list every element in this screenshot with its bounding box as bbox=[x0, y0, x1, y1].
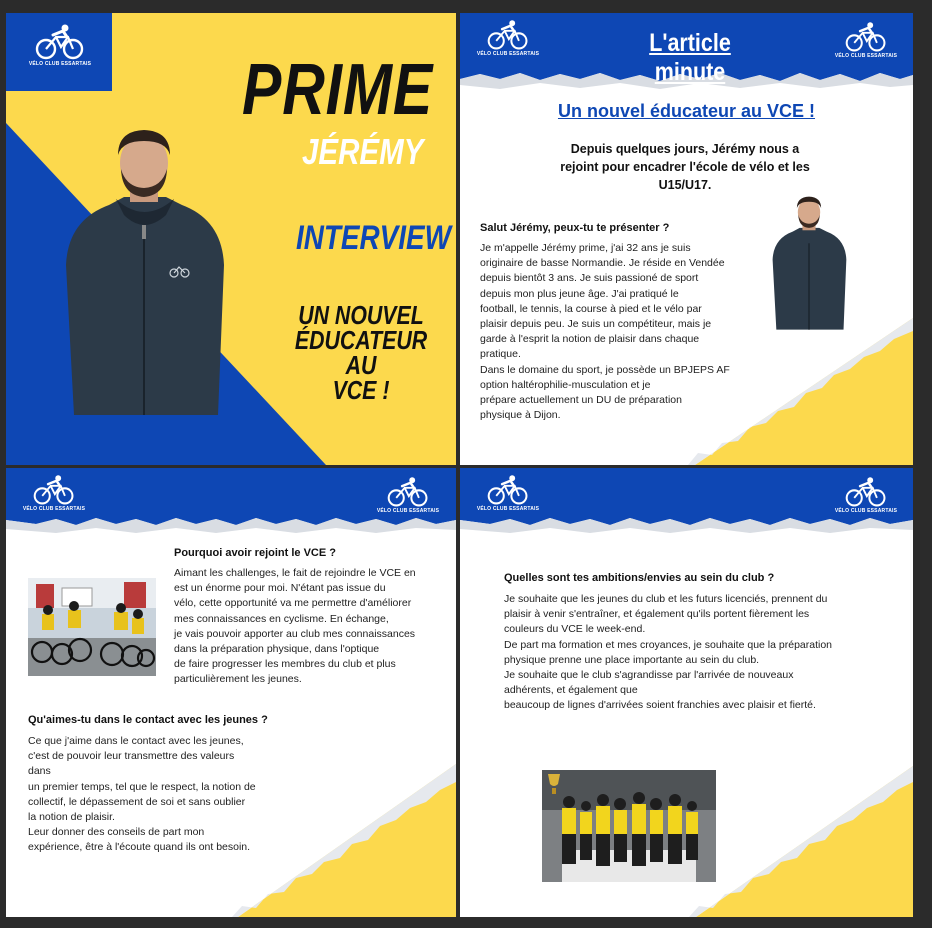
question-why-join: Pourquoi avoir rejoint le VCE ? bbox=[174, 547, 336, 559]
club-logo-text: VÉLO CLUB ESSARTAIS bbox=[22, 506, 86, 512]
club-logo bbox=[20, 23, 100, 67]
question-ambitions: Quelles sont tes ambitions/envies au sein du club ? bbox=[504, 572, 775, 584]
cyclist-icon bbox=[35, 23, 85, 61]
article-intro-line2: rejoint pour encadrer l'école de vélo et les bbox=[560, 160, 810, 174]
cyclist-icon bbox=[845, 21, 887, 53]
interview-page-2 bbox=[6, 468, 456, 917]
club-logo-left bbox=[474, 474, 542, 512]
coach-portrait bbox=[54, 125, 234, 415]
answer-why-join: Aimant les challenges, le fait de rejoindre le VCE en est un énorme pour moi. N'étant pas issue du vélo, cette opportunité va me permettre d'améliorer mes connaissances en cyclisme. En échange, je vais pouvoir apporter au club mes connaissances dans la préparation physique, dans l'optique de faire progresser les membres du club et plus particulièrement les jeunes. bbox=[174, 567, 416, 686]
article-banner-title: L'article minute bbox=[649, 29, 731, 86]
club-logo-text: VÉLO CLUB ESSARTAIS bbox=[834, 508, 898, 514]
club-logo-text: VÉLO CLUB ESSARTAIS bbox=[476, 51, 540, 57]
article-page bbox=[460, 13, 913, 465]
cyclists-race-photo bbox=[28, 578, 156, 676]
club-logo-left bbox=[474, 19, 542, 57]
club-logo-text: VÉLO CLUB ESSARTAIS bbox=[28, 61, 92, 67]
cyclist-icon bbox=[845, 476, 887, 508]
club-logo-text: VÉLO CLUB ESSARTAIS bbox=[476, 506, 540, 512]
article-answer: Je m'appelle Jérémy prime, j'ai 32 ans je suis originaire de basse Normandie. Je réside en Vendée depuis bientôt 3 ans. Je suis passioné de sport depuis mon plus jeune âge. J'ai pratiqué le football, le tennis, la course à pied et le vélo par plaisir depuis peu. Je suis un compétiteur, mais je garde à l'esprit la notion de plaisir dans chaque pratique. Dans le domaine du sport, je possède un BPJEPS AF option haltérophilie-musculation et je prépare actuellement un DU de préparation physique à Dijon. bbox=[480, 242, 730, 422]
cyclist-icon bbox=[487, 19, 529, 51]
cover-headline bbox=[276, 300, 446, 405]
club-logo-right bbox=[374, 476, 442, 514]
youth-team-podium-photo bbox=[542, 770, 716, 882]
question-contact-youth: Qu'aimes-tu dans le contact avec les jeunes ? bbox=[28, 714, 268, 726]
answer-contact-youth: Ce que j'aime dans le contact avec les jeunes, c'est de pouvoir leur transmettre des valeurs dans un premier temps, tel que le respect, la notion de collectif, le dépassement de soi et sans oublier la notion de plaisir. Leur donner des conseils de part mon expérience, être à l'écoute quand ils ont besoin. bbox=[28, 735, 256, 854]
club-logo-right bbox=[832, 21, 900, 59]
club-logo-text: VÉLO CLUB ESSARTAIS bbox=[834, 53, 898, 59]
cyclist-icon bbox=[33, 474, 75, 506]
cover-headline-line2: ÉDUCATEUR AU bbox=[294, 325, 428, 380]
cover-interview-label: INTERVIEW bbox=[296, 219, 451, 257]
answer-ambitions: Je souhaite que les jeunes du club et les futurs licenciés, prennent du plaisir à venir s'entraîner, et également qu'ils portent fièrement les couleurs du VCE le week-end. De part ma formation et mes croyances, je souhaite que la préparation physique prenne une place importante au sein du club. Je souhaite que le club s'agrandisse par l'arrivée de nouveaux adhérents, et également que beaucoup de lignes d'arrivées soient franchies avec plaisir et fierté. bbox=[504, 593, 833, 712]
club-logo-right bbox=[832, 476, 900, 514]
article-intro-line1: Depuis quelques jours, Jérémy nous a bbox=[570, 142, 800, 156]
cover-page bbox=[6, 13, 456, 465]
interview-page-3 bbox=[460, 468, 913, 917]
cover-name-prime: PRIME bbox=[242, 50, 434, 130]
coach-photo bbox=[767, 191, 851, 333]
cyclist-icon bbox=[387, 476, 429, 508]
article-intro-line3: U15/U17. bbox=[658, 178, 712, 192]
cyclist-icon bbox=[487, 474, 529, 506]
cover-headline-line1: UN NOUVEL bbox=[298, 300, 424, 330]
article-headline: Un nouvel éducateur au VCE ! bbox=[557, 101, 816, 121]
club-logo-left bbox=[20, 474, 88, 512]
cover-headline-line3: VCE ! bbox=[332, 375, 390, 405]
club-logo-text: VÉLO CLUB ESSARTAIS bbox=[376, 508, 440, 514]
article-question: Salut Jérémy, peux-tu te présenter ? bbox=[480, 222, 670, 234]
cover-name-jeremy: JÉRÉMY bbox=[302, 131, 424, 172]
article-intro bbox=[520, 140, 850, 194]
